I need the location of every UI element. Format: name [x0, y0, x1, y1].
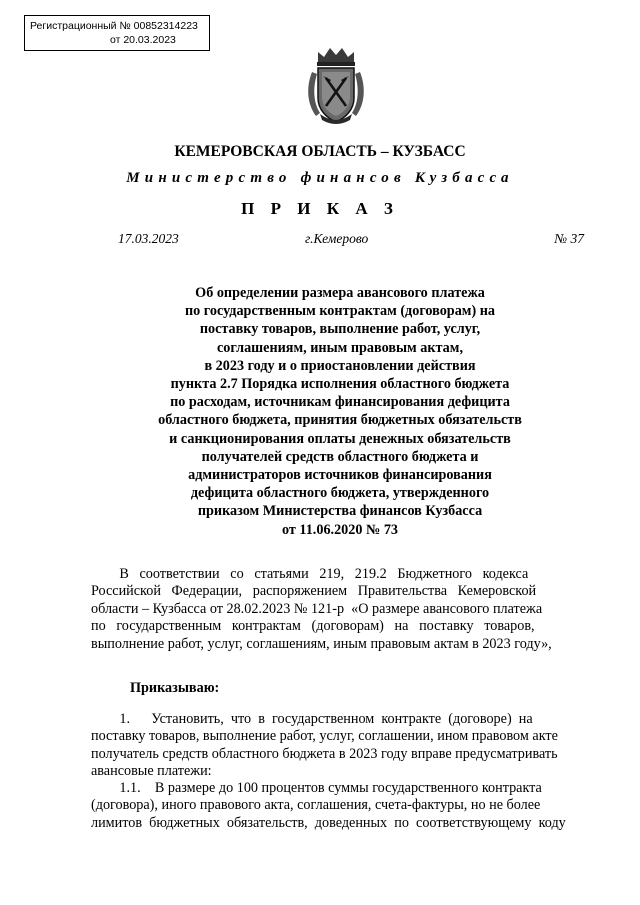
text-line: области – Кузбасса от 28.02.2023 № 121-р «О размере авансового платежа: [91, 600, 543, 617]
subject-line: администраторов источников финансирования: [188, 467, 492, 484]
clause-1: [91, 711, 596, 781]
text-line: 1.1. В размере до 100 процентов суммы государственного контракта: [91, 780, 542, 796]
region-title: КЕМЕРОВСКАЯ ОБЛАСТЬ – КУЗБАСС: [174, 143, 466, 160]
order-city: г.Кемерово: [305, 231, 369, 246]
subject-line: в 2023 году и о приостановлении действия: [204, 357, 476, 374]
subject-line: дефицита областного бюджета, утвержденного: [190, 485, 490, 502]
text-line: 1. Установить, что в государственном контракте (договоре) на: [91, 711, 533, 727]
text-line: В соответствии со статьями 219, 219.2 Бюджетного кодекса: [91, 566, 529, 582]
subject-line: поставку товаров, выполнение работ, услуг,: [199, 321, 481, 338]
preamble-paragraph: [91, 566, 596, 653]
text-line: поставку товаров, выполнение работ, услуг, соглашении, ином правовом акте: [91, 728, 558, 745]
order-subject: [90, 284, 590, 539]
text-line: лимитов бюджетных обязательств, доведенных по соответствующему коду: [91, 814, 566, 831]
subject-line: соглашениям, иным правовым актам,: [217, 339, 463, 356]
subject-line: пункта 2.7 Порядка исполнения областного бюджета: [170, 376, 510, 393]
subject-line: получателей средств областного бюджета и: [201, 448, 479, 465]
text-line: выполнение работ, услуг, соглашениям, иным правовым актам в 2023 году»,: [91, 635, 552, 652]
text-line: получатель средств областного бюджета в 2023 году вправе предусматривать: [91, 745, 558, 762]
text-line: авансовые платежи:: [91, 763, 212, 780]
coat-of-arms-icon: [304, 42, 368, 126]
text-line: (договора), иного правового акта, соглашения, счета-фактуры, но не более: [91, 797, 541, 814]
subject-line: по государственным контрактам (договорам) на: [184, 303, 495, 320]
text-line: Российской Федерации, распоряжением Правительства Кемеровской: [91, 583, 537, 600]
subject-line: от 11.06.2020 № 73: [281, 521, 399, 538]
subject-line: по расходам, источникам финансирования дефицита: [170, 394, 510, 411]
registration-stamp: [24, 15, 210, 51]
subject-line: и санкционирования оплаты денежных обязательств: [169, 430, 511, 447]
order-number: № 37: [554, 231, 584, 246]
subject-line: Об определении размера авансового платежа: [195, 285, 485, 301]
text-line: по государственным контрактам (договорам) на поставку товаров,: [91, 618, 535, 635]
directive-heading: Приказываю:: [130, 680, 220, 696]
document-type: П Р И К А З: [241, 199, 399, 218]
registration-date: от 20.03.2023: [110, 34, 176, 46]
order-date: 17.03.2023: [118, 231, 179, 246]
subject-line: приказом Министерства финансов Кузбасса: [197, 503, 483, 520]
clause-1-1: [91, 780, 596, 832]
registration-number: Регистрационный № 00852314223: [30, 20, 198, 32]
subject-line: областного бюджета, принятия бюджетных обязательств: [158, 412, 522, 429]
ministry-name: Министерство финансов Кузбасса: [126, 170, 514, 186]
